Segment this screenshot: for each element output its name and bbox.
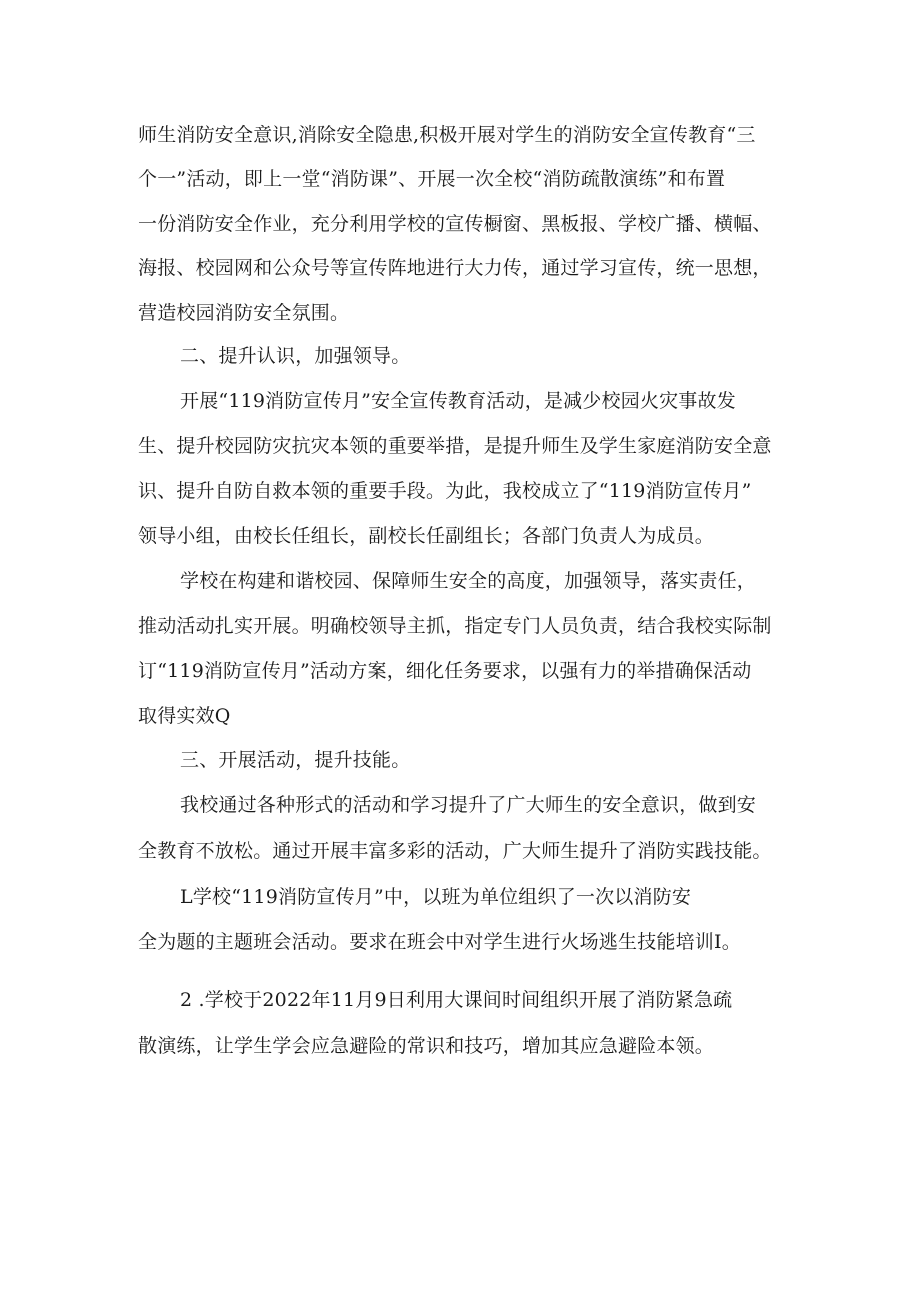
text-line: 营造校园消防安全氛围。 [138, 302, 350, 324]
text-line: 个一”活动，即上一堂“消防课”、开展一次全校“消防疏散演练”和布置 [138, 168, 726, 190]
text-line: 一份消防安全作业，充分利用学校的宣传橱窗、黑板报、学校广播、横幅、 [138, 213, 772, 235]
text-line: 师生消防安全意识,消除安全隐患,积极开展对学生的消防安全宣传教育“三 [138, 124, 756, 146]
text-line: 全为题的主题班会活动。要求在班会中对学生进行火场逃生技能培训I。 [138, 931, 741, 953]
section-heading: 二、提升认识，加强领导。 [180, 345, 411, 367]
text-line: 我校通过各种形式的活动和学习提升了广大师生的安全意识，做到安 [180, 794, 757, 816]
text-line: 识、提升自防自救本领的重要手段。为此，我校成立了“119消防宣传月” [138, 480, 752, 502]
text-line: 散演练，让学生学会应急避险的常识和技巧，增加其应急避险本领。 [138, 1035, 715, 1057]
text-line: 海报、校园网和公众号等宣传阵地进行大力传，通过学习宣传，统一思想， [138, 257, 772, 279]
section-heading: 三、开展活动，提升技能。 [180, 749, 411, 771]
text-line: 开展“119消防宣传月”安全宣传教育活动，是减少校园火灾事故发 [180, 390, 736, 412]
text-line: 取得实效Q [138, 705, 231, 727]
text-line: 订“119消防宣传月”活动方案，细化任务要求，以强有力的举措确保活动 [138, 660, 752, 682]
text-line: 领导小组，由校长任组长，副校长任副组长；各部门负责人为成员。 [138, 525, 715, 547]
list-item-2: 2 .学校于2022年11月9日利用大课间时间组织开展了消防紧急疏 [180, 989, 733, 1011]
text-line: 学校在构建和谐校园、保障师生安全的高度，加强领导，落实责任， [180, 570, 757, 592]
text-line: 生、提升校园防灾抗灾本领的重要举措，是提升师生及学生家庭消防安全意 [138, 435, 772, 457]
text-line: 全教育不放松。通过开展丰富多彩的活动，广大师生提升了消防实践技能。 [138, 840, 772, 862]
list-item-1: L学校“119消防宣传月”中，以班为单位组织了一次以消防安 [180, 886, 692, 908]
text-line: 推动活动扎实开展。明确校领导主抓，指定专门人员负责，结合我校实际制 [138, 615, 772, 637]
